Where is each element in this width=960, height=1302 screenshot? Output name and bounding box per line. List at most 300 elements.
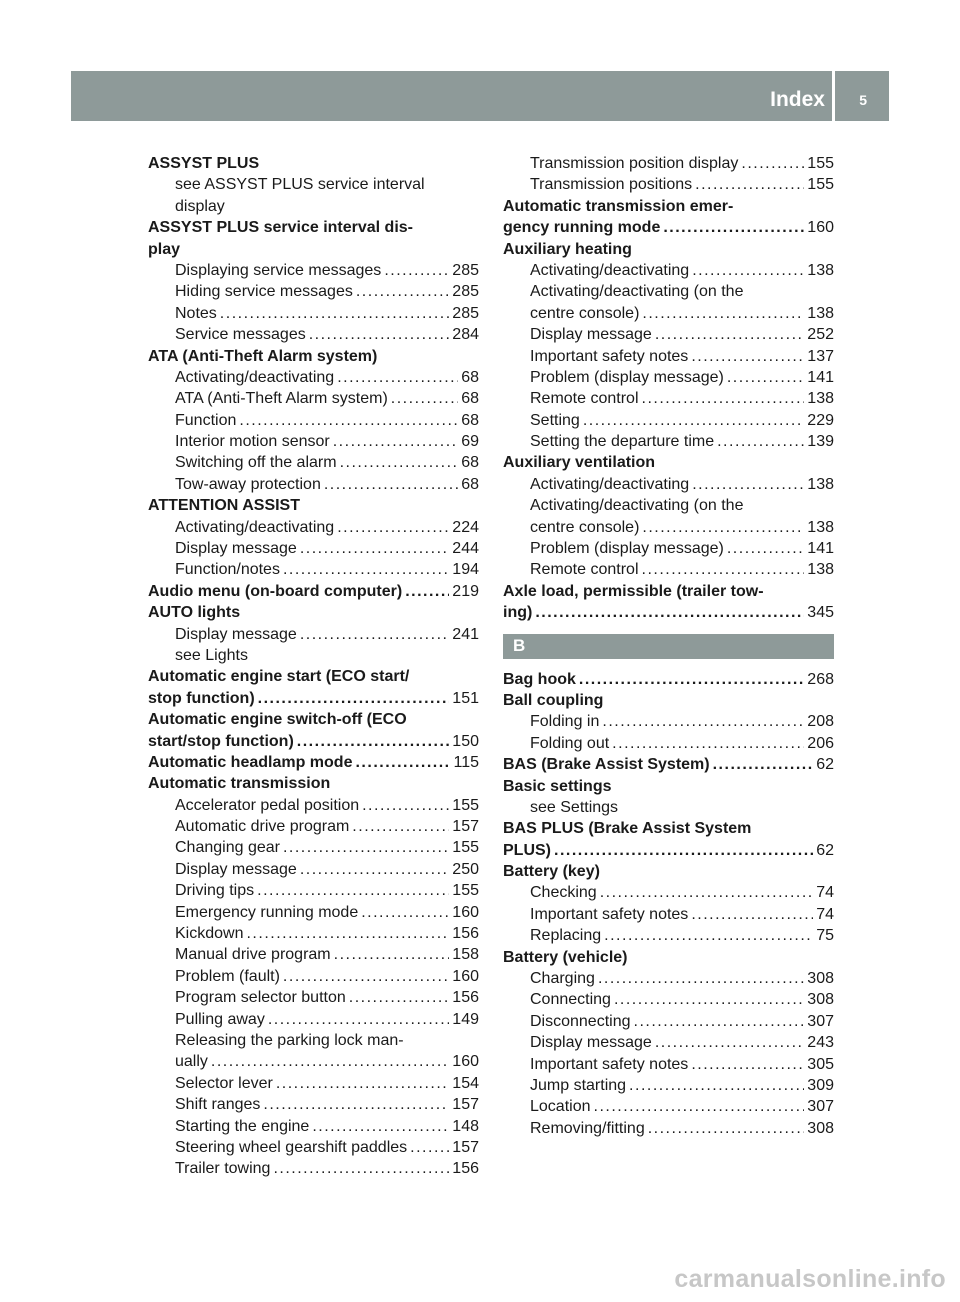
- entry-page-ref[interactable]: 156: [452, 1160, 479, 1178]
- index-subentry[interactable]: [148, 1158, 479, 1179]
- entry-page-ref[interactable]: 194: [452, 561, 479, 579]
- entry-label: Disconnecting: [530, 1012, 631, 1030]
- entry-label: Folding out: [530, 734, 610, 752]
- entry-label: stop function): [148, 689, 255, 707]
- index-subentry[interactable]: [503, 711, 834, 732]
- dot-leader: [333, 431, 458, 452]
- entry-page-ref[interactable]: 160: [807, 219, 834, 237]
- dot-leader: [211, 1051, 449, 1072]
- index-subentry[interactable]: [148, 1051, 479, 1072]
- index-entry: [148, 217, 479, 238]
- entry-label: Activating/deactivating: [530, 475, 690, 493]
- dot-leader: [727, 538, 804, 559]
- entry-page-ref[interactable]: 250: [452, 860, 479, 878]
- dot-leader: [583, 410, 804, 431]
- entry-page-ref[interactable]: 138: [807, 261, 834, 279]
- dot-leader: [598, 968, 804, 989]
- index-subentry[interactable]: [148, 816, 479, 837]
- entry-page-ref[interactable]: 156: [452, 989, 479, 1007]
- dot-leader: [309, 324, 450, 345]
- dot-leader: [727, 367, 804, 388]
- entry-page-ref[interactable]: 115: [453, 753, 479, 771]
- dot-leader: [297, 731, 450, 752]
- entry-page-ref[interactable]: 139: [807, 433, 834, 451]
- dot-leader: [691, 1054, 804, 1075]
- entry-page-ref[interactable]: 68: [461, 390, 479, 408]
- entry-label: Transmission positions: [530, 176, 693, 194]
- entry-page-ref[interactable]: 138: [807, 304, 834, 322]
- index-subentry[interactable]: [148, 474, 479, 495]
- entry-page-ref[interactable]: 68: [461, 411, 479, 429]
- entry-page-ref[interactable]: 151: [452, 689, 479, 707]
- entry-label: Starting the engine: [175, 1117, 310, 1135]
- entry-label: Transmission position display: [530, 154, 739, 172]
- entry-page-ref[interactable]: 157: [452, 1138, 479, 1156]
- entry-page-ref[interactable]: 138: [807, 518, 834, 536]
- index-column-right: [503, 153, 834, 1139]
- entry-page-ref[interactable]: 148: [452, 1117, 479, 1135]
- entry-page-ref[interactable]: 224: [452, 518, 479, 536]
- entry-page-ref[interactable]: 243: [807, 1034, 834, 1052]
- entry-page-ref[interactable]: 150: [452, 732, 479, 750]
- entry-page-ref[interactable]: 75: [816, 927, 834, 945]
- index-subentry: [503, 281, 834, 302]
- entry-label: Activating/deactivating: [175, 368, 335, 386]
- entry-label: Emergency running mode: [175, 903, 359, 921]
- entry-page-ref[interactable]: 68: [461, 454, 479, 472]
- index-entry: [503, 239, 834, 260]
- entry-page-ref[interactable]: 307: [807, 1012, 834, 1030]
- index-subentry[interactable]: [503, 733, 834, 754]
- index-entry: [148, 666, 479, 687]
- dot-leader: [355, 752, 450, 773]
- index-subentry[interactable]: [503, 989, 834, 1010]
- dot-leader: [691, 346, 804, 367]
- entry-page-ref[interactable]: 62: [816, 756, 834, 774]
- index-subentry[interactable]: [148, 1116, 479, 1137]
- index-subentry[interactable]: [148, 880, 479, 901]
- dot-leader: [535, 602, 804, 623]
- dot-leader: [361, 902, 449, 923]
- entry-page-ref[interactable]: 138: [807, 390, 834, 408]
- index-subentry[interactable]: [503, 1011, 834, 1032]
- index-subentry[interactable]: [503, 925, 834, 946]
- entry-page-ref[interactable]: 160: [452, 967, 479, 985]
- entry-label: Releasing the parking lock man-: [175, 1032, 404, 1049]
- dot-leader: [604, 925, 813, 946]
- index-subentry[interactable]: [503, 1075, 834, 1096]
- index-subentry: [503, 797, 834, 818]
- entry-label: Program selector button: [175, 989, 346, 1007]
- entry-label: gency running mode: [503, 219, 661, 237]
- entry-label: ATA (Anti-Theft Alarm system): [148, 347, 378, 365]
- dot-leader: [655, 1032, 804, 1053]
- entry-page-ref[interactable]: 69: [461, 433, 479, 451]
- entry-label: Notes: [175, 304, 217, 322]
- index-entry: [503, 452, 834, 473]
- entry-page-ref[interactable]: 160: [452, 1053, 479, 1071]
- index-subentry[interactable]: [503, 260, 834, 281]
- index-subentry[interactable]: [148, 1073, 479, 1094]
- entry-page-ref[interactable]: 157: [452, 818, 479, 836]
- index-subentry[interactable]: [503, 1096, 834, 1117]
- entry-label: Important safety notes: [530, 905, 689, 923]
- entry-label: Trailer towing: [175, 1160, 271, 1178]
- index-subentry[interactable]: [148, 260, 479, 281]
- index-entry[interactable]: [503, 840, 834, 861]
- dot-leader: [340, 452, 459, 473]
- index-subentry[interactable]: [148, 303, 479, 324]
- index-subentry[interactable]: [148, 966, 479, 987]
- index-subentry[interactable]: [148, 431, 479, 452]
- index-subentry[interactable]: [148, 1094, 479, 1115]
- dot-leader: [594, 1096, 805, 1117]
- index-subentry[interactable]: [503, 388, 834, 409]
- entry-label: Automatic drive program: [175, 818, 350, 836]
- index-subentry[interactable]: [148, 987, 479, 1008]
- dot-leader: [663, 217, 804, 238]
- entry-label: Connecting: [530, 991, 611, 1009]
- entry-label: Remote control: [530, 390, 639, 408]
- entry-label: ually: [175, 1053, 208, 1071]
- dot-leader: [239, 410, 458, 431]
- entry-label: Displaying service messages: [175, 261, 382, 279]
- index-subentry[interactable]: [148, 902, 479, 923]
- entry-page-ref[interactable]: 158: [452, 946, 479, 964]
- dot-leader: [642, 559, 805, 580]
- dot-leader: [713, 754, 814, 775]
- entry-page-ref[interactable]: 308: [807, 991, 834, 1009]
- section-header-b: [503, 634, 834, 659]
- dot-leader: [629, 1075, 804, 1096]
- index-subentry[interactable]: [503, 174, 834, 195]
- dot-leader: [246, 923, 449, 944]
- dot-leader: [258, 688, 450, 709]
- dot-leader: [405, 581, 449, 602]
- index-subentry[interactable]: [148, 1009, 479, 1030]
- entry-label: Switching off the alarm: [175, 454, 337, 472]
- dot-leader: [717, 431, 804, 452]
- entry-label: Battery (vehicle): [503, 948, 628, 966]
- index-subentry[interactable]: [503, 1032, 834, 1053]
- index-entry: [148, 495, 479, 516]
- index-subentry: [148, 645, 479, 666]
- entry-label: Location: [530, 1098, 591, 1116]
- entry-label: Auxiliary heating: [503, 240, 632, 258]
- entry-label: Hiding service messages: [175, 283, 353, 301]
- entry-page-ref[interactable]: 252: [807, 326, 834, 344]
- index-subentry[interactable]: [148, 517, 479, 538]
- dot-leader: [600, 882, 814, 903]
- entry-page-ref[interactable]: 208: [807, 713, 834, 731]
- entry-label: centre console): [530, 304, 640, 322]
- index-entry: [503, 581, 834, 602]
- header-bar: [71, 71, 889, 121]
- dot-leader: [579, 669, 804, 690]
- entry-page-ref[interactable]: 305: [807, 1055, 834, 1073]
- entry-page-ref[interactable]: 141: [807, 540, 834, 558]
- entry-label: Interior motion sensor: [175, 433, 330, 451]
- entry-label: Activating/deactivating (on the: [530, 497, 744, 515]
- index-subentry[interactable]: [503, 559, 834, 580]
- entry-label: Shift ranges: [175, 1096, 261, 1114]
- entry-page-ref[interactable]: 74: [816, 905, 834, 923]
- index-entry[interactable]: [148, 688, 479, 709]
- entry-label: start/stop function): [148, 732, 294, 750]
- entry-label: see Settings: [530, 798, 619, 816]
- entry-page-ref[interactable]: 68: [461, 368, 479, 386]
- entry-page-ref[interactable]: 155: [452, 882, 479, 900]
- dot-leader: [352, 816, 449, 837]
- entry-label: Setting the departure time: [530, 433, 715, 451]
- index-entry[interactable]: [503, 669, 834, 690]
- entry-label: Changing gear: [175, 839, 280, 857]
- entry-label: Setting: [530, 411, 580, 429]
- entry-label: Accelerator pedal position: [175, 796, 360, 814]
- dot-leader: [276, 1073, 449, 1094]
- entry-page-ref[interactable]: 284: [452, 326, 479, 344]
- index-subentry[interactable]: [148, 559, 479, 580]
- entry-page-ref[interactable]: 241: [452, 625, 479, 643]
- index-subentry[interactable]: [503, 303, 834, 324]
- entry-label: Tow-away protection: [175, 475, 321, 493]
- entry-label: display: [175, 197, 225, 215]
- entry-label: Problem (display message): [530, 540, 724, 558]
- dot-leader: [648, 1118, 805, 1139]
- index-subentry[interactable]: [148, 452, 479, 473]
- entry-page-ref[interactable]: 285: [452, 283, 479, 301]
- dot-leader: [554, 840, 813, 861]
- dot-leader: [220, 303, 450, 324]
- index-subentry[interactable]: [503, 474, 834, 495]
- index-entry: [503, 196, 834, 217]
- dot-leader: [337, 367, 458, 388]
- dot-leader: [634, 1011, 805, 1032]
- index-entry: [148, 602, 479, 623]
- entry-label: Audio menu (on-board computer): [148, 582, 403, 600]
- index-subentry[interactable]: [148, 923, 479, 944]
- entry-page-ref[interactable]: 307: [807, 1098, 834, 1116]
- entry-label: ing): [503, 604, 533, 622]
- entry-label: Problem (display message): [530, 368, 724, 386]
- dot-leader: [300, 624, 449, 645]
- index-entry: [148, 346, 479, 367]
- entry-page-ref[interactable]: 244: [452, 540, 479, 558]
- dot-leader: [642, 303, 804, 324]
- entry-label: Automatic headlamp mode: [148, 753, 353, 771]
- dot-leader: [283, 966, 449, 987]
- entry-page-ref[interactable]: 138: [807, 561, 834, 579]
- entry-page-ref[interactable]: 157: [452, 1096, 479, 1114]
- entry-label: Manual drive program: [175, 946, 331, 964]
- entry-label: Function/notes: [175, 561, 280, 579]
- index-entry[interactable]: [148, 752, 479, 773]
- entry-page-ref[interactable]: 137: [807, 347, 834, 365]
- dot-leader: [257, 880, 449, 901]
- dot-leader: [655, 324, 804, 345]
- dot-leader: [384, 260, 449, 281]
- entry-label: BAS PLUS (Brake Assist System: [503, 820, 752, 838]
- index-subentry[interactable]: [503, 968, 834, 989]
- entry-label: Automatic engine start (ECO start/: [148, 668, 410, 686]
- index-subentry: [148, 1030, 479, 1051]
- dot-leader: [263, 1094, 449, 1115]
- entry-page-ref[interactable]: 285: [452, 261, 479, 279]
- index-subentry[interactable]: [148, 944, 479, 965]
- entry-label: Display message: [175, 860, 297, 878]
- dot-leader: [691, 904, 813, 925]
- entry-label: Basic settings: [503, 777, 612, 795]
- entry-page-ref[interactable]: 309: [807, 1077, 834, 1094]
- index-subentry[interactable]: [503, 1118, 834, 1139]
- watermark: carmanualsonline.info: [674, 1265, 946, 1293]
- index-subentry[interactable]: [148, 324, 479, 345]
- index-entry: [503, 776, 834, 797]
- entry-page-ref[interactable]: 68: [461, 475, 479, 493]
- index-subentry[interactable]: [503, 324, 834, 345]
- index-entry[interactable]: [148, 731, 479, 752]
- index-subentry[interactable]: [503, 1054, 834, 1075]
- entry-label: Automatic transmission emer-: [503, 197, 734, 215]
- entry-page-ref[interactable]: 308: [807, 1119, 834, 1137]
- entry-label: Folding in: [530, 713, 600, 731]
- entry-label: Axle load, permissible (trailer tow-: [503, 582, 764, 600]
- entry-label: Activating/deactivating: [530, 261, 690, 279]
- index-entry: [503, 818, 834, 839]
- index-subentry[interactable]: [148, 388, 479, 409]
- entry-label: Ball coupling: [503, 691, 604, 709]
- index-entry[interactable]: [503, 217, 834, 238]
- entry-label: Display message: [175, 540, 297, 558]
- entry-page-ref[interactable]: 62: [816, 841, 834, 859]
- entry-label: Remote control: [530, 561, 639, 579]
- index-subentry[interactable]: [148, 859, 479, 880]
- entry-label: Battery (key): [503, 863, 600, 881]
- entry-label: see Lights: [175, 646, 248, 664]
- entry-page-ref[interactable]: 155: [807, 176, 834, 194]
- entry-page-ref[interactable]: 206: [807, 734, 834, 752]
- entry-label: Problem (fault): [175, 967, 280, 985]
- entry-page-ref[interactable]: 219: [452, 582, 479, 600]
- dot-leader: [695, 174, 804, 195]
- entry-label: AUTO lights: [148, 604, 241, 622]
- entry-page-ref[interactable]: 154: [452, 1074, 479, 1092]
- dot-leader: [283, 837, 449, 858]
- index-subentry[interactable]: [148, 1137, 479, 1158]
- dot-leader: [612, 733, 804, 754]
- header-divider: [832, 71, 835, 121]
- index-column-left: [148, 153, 479, 1180]
- dot-leader: [362, 795, 449, 816]
- dot-leader: [642, 388, 805, 409]
- index-entry[interactable]: [148, 581, 479, 602]
- dot-leader: [300, 859, 449, 880]
- page-number: 5: [859, 92, 867, 108]
- dot-leader: [337, 517, 449, 538]
- entry-page-ref[interactable]: 149: [452, 1010, 479, 1028]
- entry-page-ref[interactable]: 155: [452, 796, 479, 814]
- dot-leader: [410, 1137, 449, 1158]
- index-entry: [148, 239, 479, 260]
- entry-page-ref[interactable]: 156: [452, 925, 479, 943]
- index-subentry[interactable]: [148, 624, 479, 645]
- index-subentry[interactable]: [503, 538, 834, 559]
- dot-leader: [324, 474, 458, 495]
- entry-label: Removing/fitting: [530, 1119, 645, 1137]
- index-entry[interactable]: [503, 602, 834, 623]
- entry-page-ref[interactable]: 155: [452, 839, 479, 857]
- entry-page-ref[interactable]: 155: [807, 154, 834, 172]
- dot-leader: [391, 388, 458, 409]
- entry-label: Important safety notes: [530, 347, 689, 365]
- index-subentry[interactable]: [503, 431, 834, 452]
- index-subentry[interactable]: [503, 904, 834, 925]
- dot-leader: [692, 474, 804, 495]
- entry-label: see ASSYST PLUS service interval: [175, 176, 425, 194]
- index-subentry[interactable]: [503, 367, 834, 388]
- entry-page-ref[interactable]: 229: [807, 411, 834, 429]
- dot-leader: [349, 987, 450, 1008]
- index-subentry[interactable]: [148, 538, 479, 559]
- index-entry: [148, 709, 479, 730]
- entry-label: PLUS): [503, 841, 551, 859]
- index-subentry[interactable]: [148, 367, 479, 388]
- index-entries-b: [503, 669, 834, 1140]
- index-entry: [148, 773, 479, 794]
- index-subentry[interactable]: [503, 883, 834, 904]
- index-subentry[interactable]: [503, 346, 834, 367]
- index-subentry: [503, 495, 834, 516]
- entry-label: play: [148, 240, 181, 258]
- entry-label: Bag hook: [503, 670, 576, 688]
- entry-label: Charging: [530, 970, 595, 988]
- entry-page-ref[interactable]: 285: [452, 304, 479, 322]
- entry-page-ref[interactable]: 345: [807, 604, 834, 622]
- entry-page-ref[interactable]: 141: [807, 368, 834, 386]
- index-subentry[interactable]: [503, 153, 834, 174]
- dot-leader: [602, 711, 804, 732]
- index-subentry: [148, 196, 479, 217]
- entry-page-ref[interactable]: 308: [807, 970, 834, 988]
- entry-label: Driving tips: [175, 882, 255, 900]
- dot-leader: [273, 1158, 449, 1179]
- index-subentry[interactable]: [503, 517, 834, 538]
- index-subentry[interactable]: [148, 281, 479, 302]
- index-subentry[interactable]: [148, 795, 479, 816]
- entry-page-ref[interactable]: 160: [452, 903, 479, 921]
- entry-label: Replacing: [530, 927, 602, 945]
- dot-leader: [614, 989, 804, 1010]
- section-title: Index: [770, 88, 825, 111]
- index-entry: [503, 690, 834, 711]
- entry-label: ASSYST PLUS service interval dis-: [148, 219, 413, 237]
- dot-leader: [283, 559, 449, 580]
- entry-page-ref[interactable]: 268: [807, 670, 834, 688]
- index-subentry[interactable]: [148, 410, 479, 431]
- entry-page-ref[interactable]: 138: [807, 475, 834, 493]
- entry-label: Activating/deactivating (on the: [530, 283, 744, 301]
- index-entry[interactable]: [503, 754, 834, 775]
- index-subentry[interactable]: [148, 838, 479, 859]
- dot-leader: [334, 944, 450, 965]
- index-entry: [503, 947, 834, 968]
- dot-leader: [692, 260, 804, 281]
- dot-leader: [300, 538, 449, 559]
- index-entry: [503, 861, 834, 882]
- entry-page-ref[interactable]: 74: [816, 884, 834, 902]
- index-subentry[interactable]: [503, 410, 834, 431]
- entry-label: centre console): [530, 518, 640, 536]
